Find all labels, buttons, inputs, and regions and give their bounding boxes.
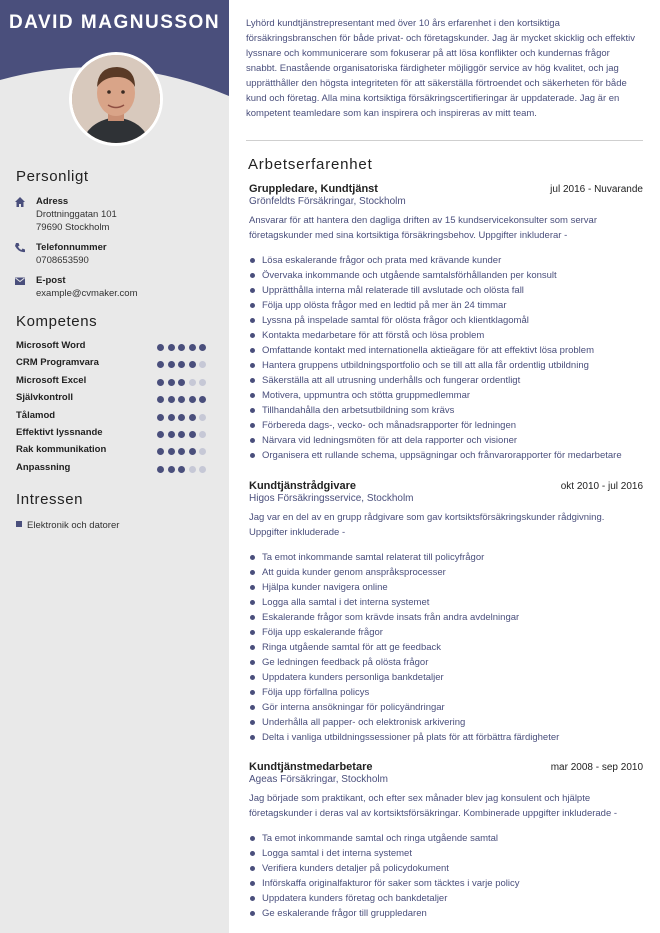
skill-label: Rak kommunikation [16, 444, 107, 456]
skill-dot-filled [199, 344, 206, 351]
skill-label: Microsoft Word [16, 340, 86, 351]
interest-label: Elektronik och datorer [27, 520, 120, 531]
skill-dot-filled [178, 448, 185, 455]
skill-dot-filled [178, 361, 185, 368]
task-list [249, 550, 643, 745]
address-label: Adress [36, 196, 69, 207]
skill-label: CRM Programvara [16, 357, 99, 369]
task-item: Lösa eskalerande frågor och prata med krävande kunder [249, 253, 643, 268]
skill-dot-empty [189, 379, 196, 386]
contact-address [14, 195, 219, 234]
task-item: Gör interna ansökningar för policyändringar [249, 700, 643, 715]
job-title: Kundtjänstmedarbetare [249, 761, 373, 773]
interests-list [16, 520, 119, 531]
sidebar [0, 0, 229, 933]
skill-dot-filled [178, 466, 185, 473]
task-item: Uppdatera kunders företag och bankdetaljer [249, 891, 643, 906]
mail-icon [14, 275, 26, 287]
job-description: Jag var en del av en grupp rådgivare som gav kortsiktsförsäkringskunder rådgivning. Uppgifter inkluderade - [249, 512, 605, 538]
contact-email [14, 274, 219, 300]
interest-item [16, 520, 119, 531]
skill-dot-filled [157, 414, 164, 421]
skill-dot-filled [189, 448, 196, 455]
task-item: Delta i vanliga utbildningssessioner på plats för att förbättra färdigheter [249, 730, 643, 745]
skill-row [16, 391, 216, 408]
phone-label: Telefonnummer [36, 242, 107, 253]
skill-dot-filled [168, 466, 175, 473]
profile-photo-image [72, 55, 160, 143]
job-company: Higos Försäkringsservice, Stockholm [249, 493, 414, 504]
skill-dot-empty [199, 379, 206, 386]
skill-row [16, 409, 216, 426]
skill-rating [154, 342, 207, 356]
skill-dot-empty [199, 361, 206, 368]
phone-icon [14, 242, 26, 254]
skill-row [16, 339, 216, 356]
skill-dot-filled [168, 361, 175, 368]
task-item: Närvara vid ledningsmöten för att dela rapporter och visioner [249, 433, 643, 448]
task-item: Logga samtal i det interna systemet [249, 846, 643, 861]
task-list [249, 253, 643, 463]
job-entry [249, 761, 643, 921]
skill-rating [154, 446, 207, 460]
task-item: Ge eskalerande frågor till gruppledaren [249, 906, 643, 921]
skill-rating [154, 464, 207, 478]
skill-dot-filled [157, 361, 164, 368]
job-date: mar 2008 - sep 2010 [550, 762, 643, 773]
task-item: Logga alla samtal i det interna systemet [249, 595, 643, 610]
task-item: Följa upp eskalerande frågor [249, 625, 643, 640]
task-item: Underhålla all papper- och elektronisk arkivering [249, 715, 643, 730]
task-item: Ta emot inkommande samtal och ringa utgående samtal [249, 831, 643, 846]
email-value: example@cvmaker.com [36, 288, 138, 299]
skill-dot-filled [168, 379, 175, 386]
skill-dot-filled [157, 448, 164, 455]
square-bullet-icon [16, 521, 22, 527]
skill-row [16, 461, 216, 478]
skill-dot-filled [168, 448, 175, 455]
task-item: Organisera ett rullande schema, uppsägningar och frånvarorapporter för medarbetare [249, 448, 643, 463]
job-company: Ageas Försäkringar, Stockholm [249, 774, 388, 785]
skill-row [16, 356, 216, 373]
job-description: Jag började som praktikant, och efter sex månader blev jag konsulent och hjälpte företagskunder i deras val av kortsiktsförsäkringar. Kombinerade uppgifter inkluderade - [249, 793, 618, 819]
job-date: okt 2010 - jul 2016 [560, 481, 643, 492]
divider [246, 140, 643, 141]
contact-phone [14, 241, 219, 267]
skill-dot-filled [199, 396, 206, 403]
task-item: Kontakta medarbetare för att förstå och lösa problem [249, 328, 643, 343]
task-item: Upprätthålla interna mål relaterade till avslutade och olösta fall [249, 283, 643, 298]
skill-rating [154, 377, 207, 391]
job-description: Ansvarar för att hantera den dagliga driften av 15 kundservicekonsulter som servar företagskunder med sina kortsiktiga försäkringsbehov. Uppgifter inkluderar - [249, 215, 597, 241]
task-item: Uppdatera kunders personliga bankdetaljer [249, 670, 643, 685]
skill-dot-filled [168, 344, 175, 351]
skill-dot-filled [178, 414, 185, 421]
skill-dot-empty [199, 431, 206, 438]
skill-dot-filled [168, 414, 175, 421]
skill-rating [154, 359, 207, 373]
skill-dot-filled [189, 396, 196, 403]
skill-label: Tålamod [16, 409, 56, 421]
task-item: Hjälpa kunder navigera online [249, 580, 643, 595]
experience-heading: Arbetserfarenhet [248, 156, 373, 173]
candidate-name: DAVID MAGNUSSON [8, 12, 221, 33]
task-item: Införskaffa originalfakturor för saker som täcktes i varje policy [249, 876, 643, 891]
skill-dot-filled [157, 431, 164, 438]
skill-dot-filled [189, 361, 196, 368]
task-item: Ge ledningen feedback på olösta frågor [249, 655, 643, 670]
task-item: Eskalerande frågor som krävde insats från andra avdelningar [249, 610, 643, 625]
task-item: Ta emot inkommande samtal relaterat till policyfrågor [249, 550, 643, 565]
skill-rating [154, 429, 207, 443]
task-item: Följa upp förfallna policys [249, 685, 643, 700]
skill-dot-filled [178, 431, 185, 438]
job-title: Gruppledare, Kundtjänst [249, 183, 378, 195]
task-item: Tillhandahålla den arbetsutbildning som krävs [249, 403, 643, 418]
skill-dot-filled [157, 379, 164, 386]
task-item: Förbereda dags-, vecko- och månadsrapporter för ledningen [249, 418, 643, 433]
skill-rating [154, 412, 207, 426]
task-item: Följa upp olösta frågor med en ledtid på mer än 24 timmar [249, 298, 643, 313]
skill-dot-empty [189, 466, 196, 473]
job-date: jul 2016 - Nuvarande [550, 184, 643, 195]
contact-info [14, 195, 219, 307]
skill-dot-filled [157, 466, 164, 473]
job-title: Kundtjänstrådgivare [249, 480, 356, 492]
job-entry [249, 183, 643, 463]
task-item: Ringa utgående samtal för att ge feedback [249, 640, 643, 655]
address-line1: Drottninggatan 101 [36, 209, 117, 220]
skill-dot-filled [157, 396, 164, 403]
task-item: Säkerställa att all utrusning underhålls och fungerar ordentligt [249, 373, 643, 388]
skill-dot-filled [189, 431, 196, 438]
task-item: Motivera, uppmuntra och stötta gruppmedlemmar [249, 388, 643, 403]
skill-dot-filled [189, 344, 196, 351]
personal-heading: Personligt [16, 168, 89, 185]
skills-list [16, 339, 216, 478]
task-item: Att guida kunder genom anspråksprocesser [249, 565, 643, 580]
task-item: Verifiera kunders detaljer på policydokument [249, 861, 643, 876]
profile-summary: Lyhörd kundtjänstrepresentant med över 10 års erfarenhet i den kortsiktiga försäkringsbranschen för både privat- och företagskunder. Jag är mycket skicklig och effektiv lyssnare och kommunicerare som fokuserar på att lösa konflikter och kundernas frågor snabbt. Enastående organisatoriska färdigheter möjliggör service av hög kvalitet, och jag upprätthåller den högsta integriteten för att säkerställa förtroendet och säkerheten för både kund och företag. Alla mina kortsiktiga försäkringscertifieringar är uppdaterade. Jag är en kompetent teamledare som kan inspirera och inspireras av mitt team. [246, 18, 635, 119]
skill-dot-empty [199, 414, 206, 421]
address-line2: 79690 Stockholm [36, 222, 110, 233]
skill-dot-empty [199, 448, 206, 455]
skill-dot-filled [178, 344, 185, 351]
skill-row [16, 443, 216, 460]
skill-dot-filled [157, 344, 164, 351]
skill-dot-filled [178, 379, 185, 386]
skill-label: Självkontroll [16, 392, 74, 404]
skill-row [16, 426, 216, 443]
job-company: Grönfeldts Försäkringar, Stockholm [249, 196, 406, 207]
task-item: Lyssna på inspelade samtal för olösta frågor och klientklagomål [249, 313, 643, 328]
interests-heading: Intressen [16, 491, 84, 508]
skill-rating [154, 394, 207, 408]
phone-value: 0708653590 [36, 255, 89, 266]
task-item: Hantera gruppens utbildningsportfolio och se till att alla får ordentlig utbildning [249, 358, 643, 373]
home-icon [14, 196, 26, 208]
skill-dot-filled [189, 414, 196, 421]
skill-label: Anpassning [16, 461, 71, 473]
skill-dot-filled [168, 431, 175, 438]
task-item: Övervaka inkommande och utgående samtalsförhållanden per konsult [249, 268, 643, 283]
email-label: E-post [36, 275, 66, 286]
skills-heading: Kompetens [16, 313, 98, 330]
job-entry [249, 480, 643, 745]
skill-dot-filled [168, 396, 175, 403]
skill-label: Microsoft Excel [16, 374, 87, 386]
skill-dot-empty [199, 466, 206, 473]
skill-row [16, 374, 216, 391]
task-list [249, 831, 643, 921]
skill-dot-filled [178, 396, 185, 403]
skill-label: Effektivt lyssnande [16, 426, 103, 438]
task-item: Omfattande kontakt med internationella aktieägare för att effektivt lösa problem [249, 343, 643, 358]
profile-photo [69, 52, 163, 146]
